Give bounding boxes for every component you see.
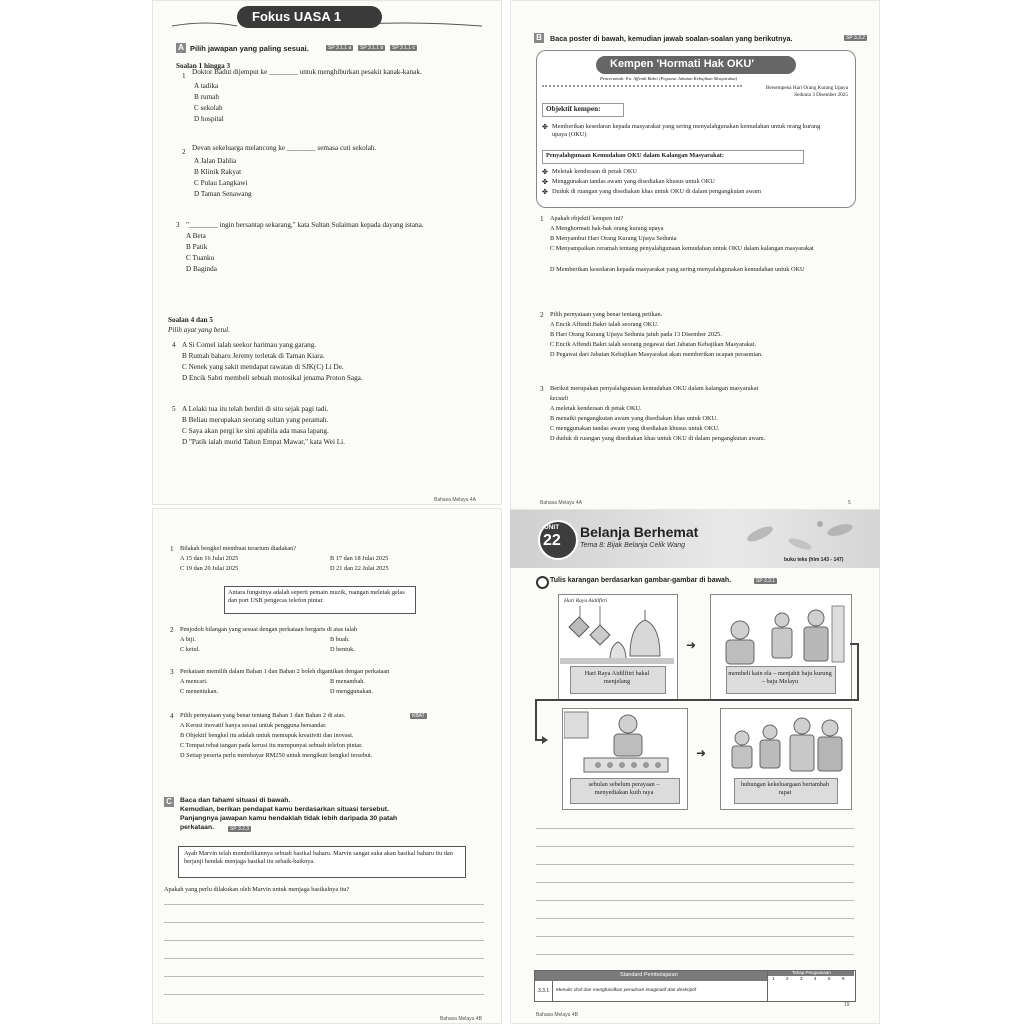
poster-divider xyxy=(542,85,742,87)
unit-title: Belanja Berhemat xyxy=(580,524,699,540)
answer-line[interactable] xyxy=(164,976,484,977)
sp-badge: SP 3.2.3 xyxy=(230,826,250,832)
page-footer: Bahasa Melayu 4B xyxy=(536,1012,578,1018)
section-b-badge: B xyxy=(534,33,544,43)
situation-text: Ayah Marvin telah membelikannya sebuah basikal baharu. Marvin sangat suka akan basikal baharu itu dan berjanji hendak menjaga basikal itu sebaik-baiknya. xyxy=(184,850,453,865)
answer-option[interactable]: D Encik Sabri membeli sebuah motosikal jenama Proton Saga. xyxy=(182,374,363,382)
textbook-reference: buku teks (hlm 143 - 147) xyxy=(784,557,844,563)
unit-label: UNIT xyxy=(544,524,560,531)
question-text: Apakah yang perlu dilakukan oleh Marvin untuk menjaga basikalnya itu? xyxy=(164,886,350,893)
question-text: Devan sekeluarga melancong ke ________ semasa cuti sekolah. xyxy=(192,144,377,152)
writing-line[interactable] xyxy=(536,936,854,937)
answer-line[interactable] xyxy=(164,958,484,959)
answer-option[interactable]: D bentuk. xyxy=(330,646,355,653)
answer-line[interactable] xyxy=(164,904,484,905)
answer-option[interactable]: A Beta xyxy=(186,232,206,240)
poster-misuse-item: Meletak kenderaan di petak OKU xyxy=(552,168,637,175)
question-number: 4 xyxy=(172,341,176,349)
answer-option[interactable]: A Kerusi inovatif hanya sesuai untuk pengguna bersandar. xyxy=(180,722,327,729)
question-text: Pilih pernyataan yang benar tentang Bahan 1 dan Bahan 2 di atas. xyxy=(180,712,346,719)
answer-option[interactable]: B Klinik Rakyat xyxy=(194,168,242,176)
bullet-icon: ✤ xyxy=(542,123,549,131)
section-b-instruction: Baca poster di bawah, kemudian jawab soalan-soalan yang berikutnya. xyxy=(550,34,793,43)
answer-option[interactable]: C menentukan. xyxy=(180,688,219,695)
answer-option[interactable]: C ketul. xyxy=(180,646,200,653)
answer-option[interactable]: D menggunakan. xyxy=(330,688,374,695)
bullet-icon: ✤ xyxy=(542,178,549,186)
writing-line[interactable] xyxy=(536,900,854,901)
answer-option[interactable]: B Rumah baharu Jeremy terletak di Taman Kiara. xyxy=(182,352,325,360)
answer-option[interactable]: D Baginda xyxy=(186,265,217,273)
poster-misuse-label: Penyalahgunaan Kemudahan OKU dalam Kalangan Masyarakat: xyxy=(546,152,724,159)
page-number: 5 xyxy=(848,500,851,506)
instruction: Tulis karangan berdasarkan gambar-gambar di bawah. xyxy=(550,577,732,584)
standard-text: Menulis draf dan menghasilkan penulisan imaginatif dan deskriptif xyxy=(556,988,696,993)
level-cell: 6 xyxy=(842,976,845,981)
section-c-line: Kemudian, berikan pendapat kamu berdasarkan situasi tersebut. xyxy=(180,806,389,813)
poster-title: Kempen 'Hormati Hak OKU' xyxy=(610,58,754,70)
answer-option[interactable]: C 19 dan 20 Julai 2025 xyxy=(180,565,239,572)
question-text: Berikut merupakan penyalahgunaan kemudahan OKU dalam kalangan masyarakat xyxy=(550,385,759,392)
answer-option[interactable]: C sekolah xyxy=(194,104,223,112)
panel-label: sebulan sebelum perayaan – menyediakan kuih raya xyxy=(588,781,660,796)
answer-option[interactable]: A biji. xyxy=(180,636,196,643)
section-c-line: perkataan. xyxy=(180,824,215,831)
question-group-subheading: Pilih ayat yang betul. xyxy=(168,326,230,334)
table-divider xyxy=(767,971,768,1001)
level-cell: 5 xyxy=(828,976,831,981)
level-cell: 4 xyxy=(814,976,817,981)
level-cell: 3 xyxy=(800,976,803,981)
level-cell: 1 xyxy=(772,976,775,981)
writing-line[interactable] xyxy=(536,828,854,829)
poster-objective: Memberikan kesedaran kepada masyarakat yang sering menyalahgunakan kemudahan untuk orang kurang upaya (OKU) xyxy=(552,123,821,138)
writing-line[interactable] xyxy=(536,864,854,865)
answer-option[interactable]: D Taman Senawang xyxy=(194,190,252,198)
page-number: 19 xyxy=(844,1002,850,1008)
question-number: 2 xyxy=(170,626,174,634)
question-text: Pilih pernyataan yang benar tentang petikan. xyxy=(550,311,663,318)
answer-option[interactable]: D "Patik ialah murid Tahun Empat Mawar," kata Wei Li. xyxy=(182,438,345,446)
poster-objective-label: Objektif kempen: xyxy=(546,105,601,113)
section-a-instruction: Pilih jawapan yang paling sesuai. xyxy=(190,44,309,53)
section-c-line: Baca dan fahami situasi di bawah. xyxy=(180,797,291,804)
question-text: Perkataan memilih dalam Bahan 1 dan Bahan 2 boleh digantikan dengan perkataan xyxy=(180,668,390,675)
sp-badge: SP 3.3.2 xyxy=(846,35,866,41)
panel-label: hubungan kekeluargaan bertambah rapat xyxy=(740,781,829,796)
answer-option[interactable]: A tadika xyxy=(194,82,219,90)
writing-line[interactable] xyxy=(536,846,854,847)
answer-option[interactable]: D duduk di ruangan yang disediakan khas untuk OKU di dalam pengangkutan awam. xyxy=(550,435,766,442)
answer-option[interactable]: B 17 dan 18 Julai 2025 xyxy=(330,555,389,562)
writing-line[interactable] xyxy=(536,918,854,919)
poster-misuse-item: Duduk di ruangan yang disediakan khas untuk OKU di dalam pengangkutan awam xyxy=(552,188,761,195)
section-c-badge: C xyxy=(164,797,174,807)
family-gathering-illustration xyxy=(722,710,848,776)
question-number: 3 xyxy=(170,668,174,676)
answer-option[interactable]: A Si Comel ialah seekor harimau yang garang. xyxy=(182,341,317,349)
poster-date: Bersempena Hari Orang Kurang Upaya Sedunia 3 Disember 2025 xyxy=(765,85,848,98)
baking-kuih-illustration xyxy=(564,710,684,776)
answer-option[interactable]: A Lelaki tua itu telah berdiri di situ sejak pagi tadi. xyxy=(182,405,329,413)
answer-option[interactable]: C Tuanku xyxy=(186,254,215,262)
answer-option[interactable]: B Patik xyxy=(186,243,208,251)
answer-line[interactable] xyxy=(164,940,484,941)
answer-line[interactable] xyxy=(164,994,484,995)
section-a-badge: A xyxy=(176,43,186,53)
standard-code: 3.3.1 xyxy=(538,988,550,994)
workbook-page-4 xyxy=(510,510,880,1024)
panel-label: Hari Raya Aidilfitri bakal menjelang xyxy=(584,670,650,685)
table-header-level: Tahap Penguasaan xyxy=(792,970,831,975)
sp-badge: SP 3.3.1 xyxy=(756,578,776,584)
page-footer: Bahasa Melayu 4A xyxy=(540,500,582,506)
answer-option[interactable]: B menaiki pengangkutan awam yang disediakan khas untuk OKU. xyxy=(550,415,718,422)
answer-option[interactable]: B Beliau merupakan seorang sultan yang peramah. xyxy=(182,416,329,424)
answer-option[interactable]: C menggunakan tandas awam yang disediakan khusus untuk OKU. xyxy=(550,425,720,432)
sp-badge: SP 3.1.1 a xyxy=(328,45,352,51)
writing-line[interactable] xyxy=(536,882,854,883)
answer-option[interactable]: C Tempat rehat tangan pada kerusi itu mempunyai sebuah telefon pintar. xyxy=(180,742,363,749)
question-text: Apakah objektif kempen ini? xyxy=(550,215,624,222)
answer-option[interactable]: C Menyampaikan ceramah tentang penyalahgunaan kemudahan untuk OKU dalam kalangan masyarakat xyxy=(550,245,814,252)
question-number: 1 xyxy=(182,72,186,80)
bahan-text: Antara fungsinya adalah seperti pemain muzik, ruangan meletak gelas dan port USB pengecas telefon pintar. xyxy=(228,589,405,604)
arrow-right-icon: ➜ xyxy=(696,746,707,760)
level-cell: 2 xyxy=(786,976,789,981)
poster-speaker: Penceramah: En. Affendi Bakri (Pegawai Jabatan Kebajikan Masyarakat) xyxy=(600,76,738,81)
panel-label: membeli kain ela – menjahit baju kurung – baju Melayu xyxy=(728,670,832,685)
answer-line[interactable] xyxy=(164,922,484,923)
answer-option[interactable]: A meletak kenderaan di petak OKU. xyxy=(550,405,642,412)
answer-option[interactable]: C Nenek yang sakit mendapat rawatan di SJK(C) Li De. xyxy=(182,363,344,371)
page-footer: Bahasa Melayu 4B xyxy=(440,1016,482,1022)
bullet-icon: ✤ xyxy=(542,168,549,176)
answer-option[interactable]: A 15 dan 16 Julai 2025 xyxy=(180,555,239,562)
writing-line[interactable] xyxy=(536,954,854,955)
question-group-heading: Soalan 1 hingga 3 xyxy=(176,62,231,70)
answer-option[interactable]: A Jalan Dahlia xyxy=(194,157,237,165)
section-c-line: Panjangnya jawapan kamu hendaklah tidak lebih daripada 30 patah xyxy=(180,815,398,822)
answer-option[interactable]: B rumah xyxy=(194,93,219,101)
answer-option[interactable]: C Saya akan pergi ke sini apabila ada masa lapang. xyxy=(182,427,329,435)
answer-option[interactable]: C Encik Affendi Bakri ialah seorang pegawai dari Jabatan Kebajikan Masyarakat. xyxy=(550,341,757,348)
poster-misuse-item: Menggunakan tandas awam yang disediakan khusus untuk OKU xyxy=(552,178,715,185)
question-text: Penjodoh bilangan yang sesuai dengan perkataan bergaris di atas ialah xyxy=(180,626,358,633)
workbook-page-2 xyxy=(510,0,880,510)
banner-title: Fokus UASA 1 xyxy=(252,9,342,24)
instruction-circle-icon xyxy=(536,576,549,589)
workbook-page-1 xyxy=(152,0,502,505)
workbook-page-3 xyxy=(152,508,502,1024)
question-number: 3 xyxy=(540,385,544,393)
panel-caption: Hari Raya Aidilfitri xyxy=(564,598,608,604)
answer-option[interactable]: B Hari Orang Kurang Upaya Sedunia jatuh pada 13 Disember 2025. xyxy=(550,331,722,338)
answer-option[interactable]: D Setiap peserta perlu membayar RM250 untuk mengikuti bengkel tersebut. xyxy=(180,752,373,759)
unit-number: 22 xyxy=(543,532,561,549)
bullet-icon: ✤ xyxy=(542,188,549,196)
answer-option[interactable]: D hospital xyxy=(194,115,224,123)
question-number: 5 xyxy=(172,405,176,413)
question-number: 4 xyxy=(170,712,174,720)
question-text: "________ ingin bersantap sekarang," kata Sultan Sulaiman kepada dayang istana. xyxy=(186,221,424,229)
sp-badge: SP 3.1.1 b xyxy=(360,45,384,51)
table-header-standard: Standard Pembelajaran xyxy=(620,972,678,978)
question-text-emphasis: kecuali xyxy=(550,395,569,402)
unit-theme: Tema 8: Bijak Belanja Celik Wang xyxy=(580,542,686,549)
answer-option[interactable]: C Pulau Langkawi xyxy=(194,179,248,187)
answer-option[interactable]: A Encik Affendi Bakri ialah seorang OKU. xyxy=(550,321,659,328)
answer-option[interactable]: B buah. xyxy=(330,636,350,643)
answer-option[interactable]: B menambah. xyxy=(330,678,365,685)
answer-option[interactable]: D Pegawai dari Jabatan Kebajikan Masyarakat akan memberikan ucapan perasmian. xyxy=(550,351,763,358)
question-text: Bilakah bengkel membuat terarium diadakan? xyxy=(180,545,297,552)
table-divider xyxy=(552,981,553,1001)
answer-option[interactable]: B Menyambut Hari Orang Kurang Upaya Sedunia xyxy=(550,235,677,242)
question-group-heading: Soalan 4 dan 5 xyxy=(168,316,213,324)
answer-option[interactable]: A mencari. xyxy=(180,678,208,685)
answer-option[interactable]: B Objektif bengkel itu adalah untuk memupuk kreativiti dan inovasi. xyxy=(180,732,354,739)
answer-option[interactable]: D 21 dan 22 Julai 2025 xyxy=(330,565,389,572)
kbat-badge: KBAT xyxy=(412,713,425,719)
page-footer: Bahasa Melayu 4A xyxy=(434,497,476,503)
question-number: 3 xyxy=(176,221,180,229)
answer-option[interactable]: D Memberikan kesedaran kepada masyarakat yang sering menyalahgunakan kemudahan untuk OKU xyxy=(550,266,805,273)
answer-option[interactable]: A Menghormati hak-hak orang kurang upaya xyxy=(550,225,664,232)
question-number: 2 xyxy=(540,311,544,319)
sp-badge: SP 3.1.1 c xyxy=(392,45,415,51)
question-text: Doktor Badut dijemput ke ________ untuk menghiburkan pesakit kanak-kanak. xyxy=(192,68,422,76)
question-number: 1 xyxy=(170,545,174,553)
question-number: 1 xyxy=(540,215,544,223)
arrow-right-icon: ➜ xyxy=(686,638,697,652)
question-number: 2 xyxy=(182,148,186,156)
